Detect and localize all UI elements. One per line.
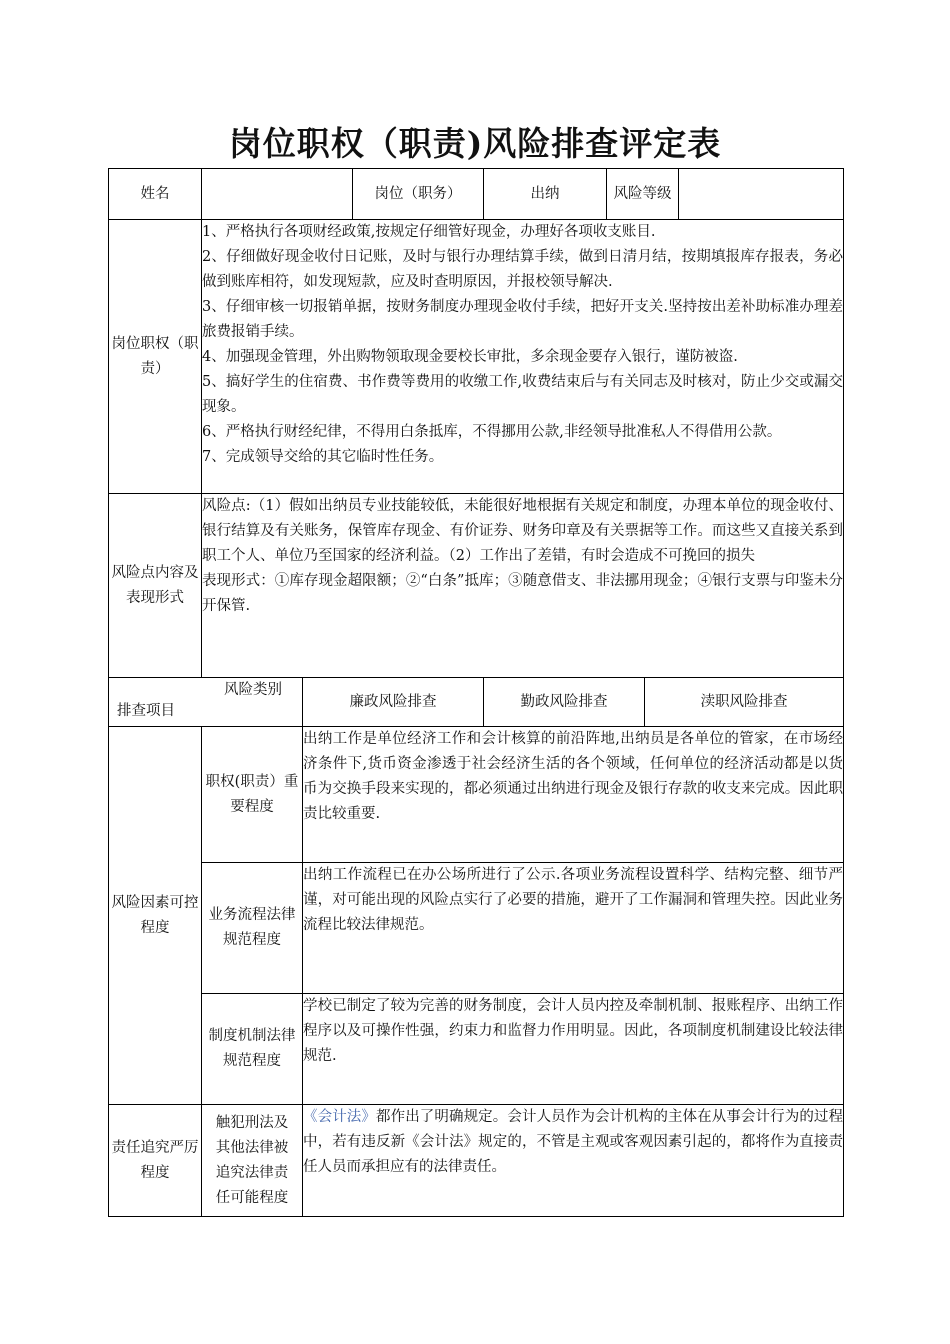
controllability-label: 风险因素可控程度 — [109, 727, 202, 1105]
header-row — [109, 169, 844, 220]
category-header-bottom: 排查项目 — [117, 703, 175, 719]
risk-points-label: 风险点内容及表现形式 — [109, 494, 202, 678]
accountability-text — [303, 1105, 844, 1217]
controllability-row — [109, 727, 844, 863]
accountability-label: 责任追究严厉程度 — [109, 1105, 202, 1217]
controllability-sub-label: 业务流程法律规范程度 — [202, 863, 303, 994]
name-label: 姓名 — [109, 169, 202, 220]
accountability-body: 都作出了明确规定。会计人员作为会计机构的主体在从事会计行为的过程中，若有违反新《会计法》规定的，不管是主观或客观因素引起的，都将作为直接责任人员而承担应有的法律责任。 — [303, 1109, 844, 1175]
duties-text — [202, 220, 844, 494]
controllability-sub-label: 制度机制法律规范程度 — [202, 994, 303, 1105]
post-label: 岗位（职务） — [353, 169, 484, 220]
category-header-cell — [109, 678, 303, 727]
category-header-top: 风险类别 — [224, 682, 282, 698]
duty-item: 5、搞好学生的住宿费、书作费等费用的收缴工作,收费结束后与有关同志及时核对，防止少交或漏交现象。 — [202, 374, 843, 415]
controllability-text: 学校已制定了较为完善的财务制度，会计人员内控及牵制机制、报账程序、出纳工作程序以及可操作性强，约束力和监督力作用明显。因此，各项制度机制建设比较法律规范. — [303, 994, 844, 1105]
duties-row — [109, 220, 844, 494]
post-value: 出纳 — [484, 169, 607, 220]
duty-item: 4、加强现金管理，外出购物领取现金要校长审批，多余现金要存入银行，谨防被盗. — [202, 349, 738, 365]
risk-level-label: 风险等级 — [607, 169, 679, 220]
accountability-sub-label: 触犯刑法及其他法律被追究法律责任可能程度 — [202, 1105, 303, 1217]
duty-item: 7、完成领导交给的其它临时性任务。 — [202, 449, 444, 465]
accountability-row — [109, 1105, 844, 1217]
page-title: 岗位职权（职责)风险排查评定表 — [228, 124, 722, 163]
duty-item: 2、仔细做好现金收付日记账，及时与银行办理结算手续，做到日清月结，按期填报库存报表，务必做到账库相符，如发现短款，应及时查明原因，并报校领导解决. — [202, 249, 843, 290]
risk-forms-body: 表现形式：①库存现金超限额；②“白条”抵库；③随意借支、非法挪用现金；④银行支票与印鉴未分开保管. — [202, 573, 843, 614]
category-row — [109, 678, 844, 727]
controllability-text: 出纳工作是单位经济工作和会计核算的前沿阵地,出纳员是各单位的管家，在市场经济条件下,货币资金渗透于社会经济生活的各个领域，任何单位的经济活动都是以货币为交换手段来实现的，都必须通过出纳进行现金及银行存款的收支来完成。因此职责比较重要. — [303, 727, 844, 863]
duty-item: 6、严格执行财经纪律，不得用白条抵库，不得挪用公款,非经领导批准私人不得借用公款。 — [202, 424, 782, 440]
category-diligence: 勤政风险排查 — [484, 678, 645, 727]
duty-item: 1、严格执行各项财经政策,按规定仔细管好现金，办理好各项收支账目. — [202, 224, 656, 240]
risk-assessment-table — [108, 168, 844, 1217]
risk-points-text — [202, 494, 844, 678]
duty-item: 3、仔细审核一切报销单据，按财务制度办理现金收付手续，把好开支关.坚持按出差补助标准办理差旅费报销手续。 — [202, 299, 843, 340]
risk-points-body: 风险点:（1）假如出纳员专业技能较低，未能很好地根据有关规定和制度，办理本单位的现金收付、银行结算及有关账务，保管库存现金、有价证券、财务印章及有关票据等工作。而这些又直接关系到职工个人、单位乃至国家的经济利益。（2）工作出了差错，有时会造成不可挽回的损失 — [202, 498, 843, 564]
controllability-row — [109, 863, 844, 994]
duties-label: 岗位职权（职责） — [109, 220, 202, 494]
risk-points-row — [109, 494, 844, 678]
name-field[interactable] — [202, 169, 353, 220]
controllability-text: 出纳工作流程已在办公场所进行了公示.各项业务流程设置科学、结构完整、细节严谨，对可能出现的风险点实行了必要的措施，避开了工作漏洞和管理失控。因此业务流程比较法律规范。 — [303, 863, 844, 994]
category-integrity: 廉政风险排查 — [303, 678, 484, 727]
controllability-row — [109, 994, 844, 1105]
category-dereliction: 渎职风险排查 — [645, 678, 844, 727]
risk-level-field[interactable] — [679, 169, 844, 220]
accounting-law-link[interactable]: 《会计法》 — [303, 1109, 376, 1125]
controllability-sub-label: 职权(职责）重要程度 — [202, 727, 303, 863]
